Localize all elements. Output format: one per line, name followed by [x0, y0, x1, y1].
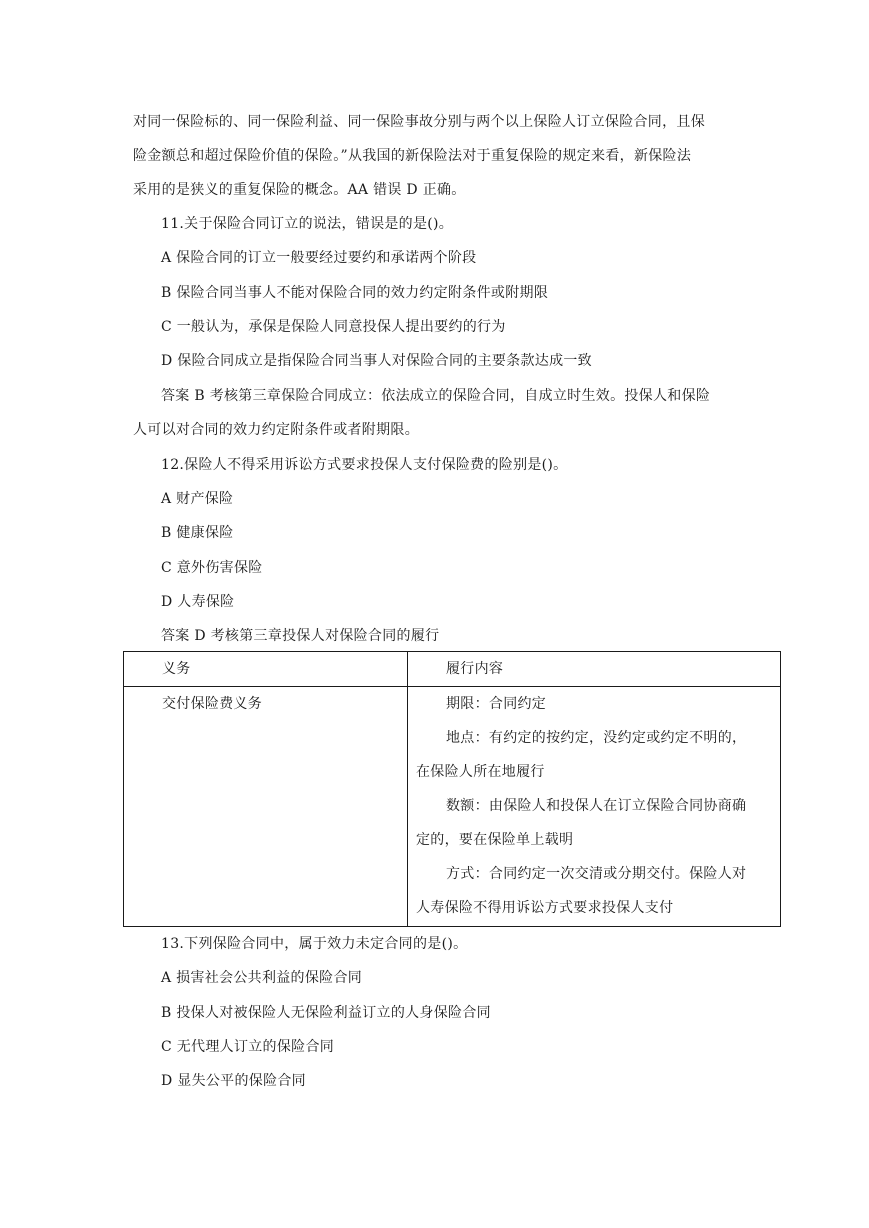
- q11-option-b: B 保险合同当事人不能对保险合同的效力约定附条件或附期限: [161, 285, 549, 301]
- table-cell: [408, 687, 781, 927]
- content-line: 地点：有约定的按约定，没约定或约定不明的，: [446, 730, 747, 746]
- content-line: 期限：合同约定: [446, 696, 547, 712]
- table-header-row: [124, 652, 781, 687]
- paragraph-line: 险金额总和超过保险价值的保险。”从我国的新保险法对于重复保险的规定来看，新保险法: [133, 148, 692, 164]
- q11-option-d: D 保险合同成立是指保险合同当事人对保险合同的主要条款达成一致: [161, 353, 592, 369]
- paragraph-line: 对同一保险标的、同一保险利益、同一保险事故分别与两个以上保险人订立保险合同，且保: [133, 114, 705, 130]
- q12-option-d: D 人寿保险: [161, 594, 235, 610]
- q13-option-c: C 无代理人订立的保险合同: [161, 1039, 335, 1055]
- q13-option-d: D 显失公平的保险合同: [161, 1073, 306, 1089]
- paragraph-line: 采用的是狭义的重复保险的概念。AA 错误 D 正确。: [133, 182, 466, 198]
- q11-answer: 答案 B 考核第三章保险合同成立：依法成立的保险合同，自成立时生效。投保人和保险: [161, 388, 711, 404]
- obligation-name: 交付保险费义务: [162, 696, 263, 712]
- q11-answer-cont: 人可以对合同的效力约定附条件或者附期限。: [133, 422, 419, 438]
- content-line: 定的，要在保险单上载明: [416, 832, 574, 848]
- table-header-cell: [124, 652, 408, 687]
- content-line: 人寿保险不得用诉讼方式要求投保人支付: [416, 900, 674, 916]
- table-row: [124, 687, 781, 927]
- q13-option-a: A 损害社会公共利益的保险合同: [161, 970, 363, 986]
- q11-option-a: A 保险合同的订立一般要经过要约和承诺两个阶段: [161, 250, 477, 266]
- table-cell: [124, 687, 408, 927]
- content-line: 方式：合同约定一次交清或分期交付。保险人对: [446, 866, 747, 882]
- question-13: 13.下列保险合同中，属于效力未定合同的是()。: [161, 936, 468, 952]
- header-obligation: 义务: [162, 661, 191, 677]
- q11-option-c: C 一般认为，承保是保险人同意投保人提出要约的行为: [161, 319, 506, 335]
- question-11: 11.关于保险合同订立的说法，错误是的是()。: [161, 216, 454, 232]
- content-line: 在保险人所在地履行: [416, 764, 545, 780]
- q12-option-c: C 意外伤害保险: [161, 560, 263, 576]
- table-header-cell: [408, 652, 781, 687]
- question-12: 12.保险人不得采用诉讼方式要求投保人支付保险费的险别是()。: [161, 457, 568, 473]
- obligation-table: [123, 651, 781, 927]
- q12-option-b: B 健康保险: [161, 525, 234, 541]
- q12-option-a: A 财产保险: [161, 491, 234, 507]
- header-content: 履行内容: [446, 661, 504, 677]
- content-line: 数额：由保险人和投保人在订立保险合同协商确: [446, 798, 747, 814]
- q12-answer: 答案 D 考核第三章投保人对保险合同的履行: [161, 628, 440, 644]
- q13-option-b: B 投保人对被保险人无保险利益订立的人身保险合同: [161, 1005, 491, 1021]
